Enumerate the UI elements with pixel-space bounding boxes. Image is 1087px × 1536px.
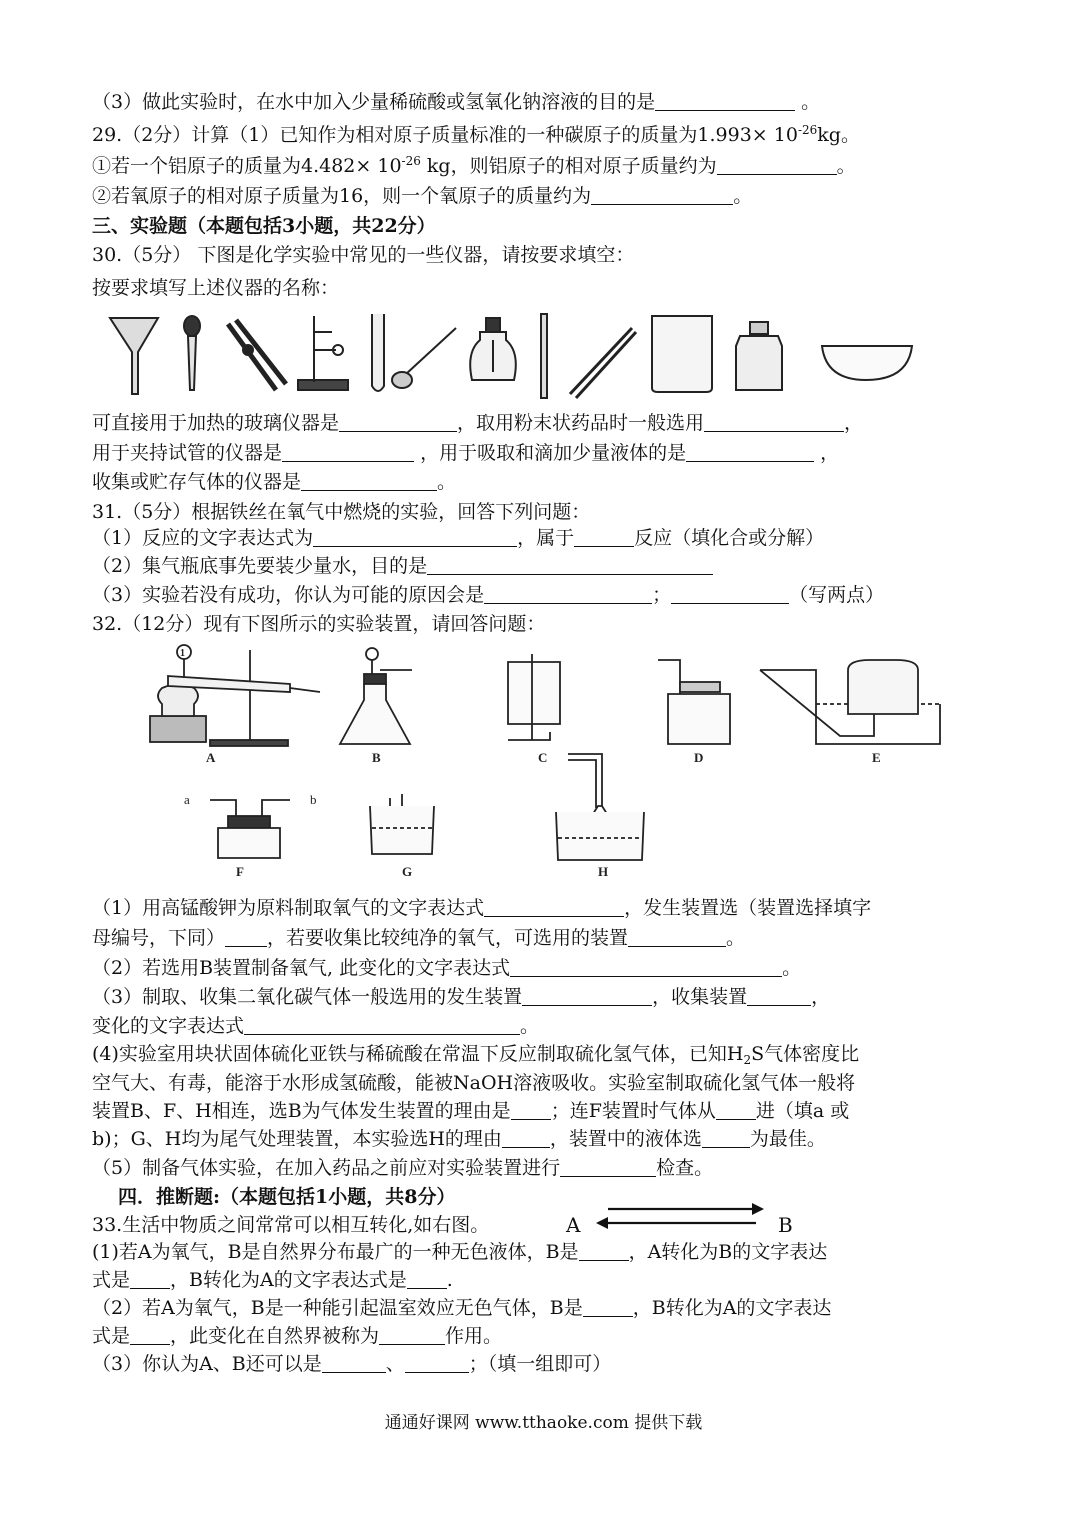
answer-blank[interactable] — [225, 928, 267, 947]
page-footer: 通通好课网 www.tthaoke.com 提供下载 — [384, 1413, 703, 1433]
answer-blank[interactable] — [511, 1101, 551, 1120]
answer-blank[interactable] — [427, 556, 713, 575]
dropper-icon — [184, 316, 200, 390]
medicine-spoon-icon — [392, 328, 456, 388]
answer-blank[interactable] — [407, 1270, 447, 1289]
label-h: H — [598, 864, 609, 879]
q33-sub1-cont: 式是 ，B转化为A的文字表达式是 . — [92, 1269, 453, 1291]
q33-sub3: （3）你认为A、B还可以是 、 ；（填一组即可） — [92, 1353, 612, 1375]
apparatus-strip — [100, 310, 930, 400]
answer-blank[interactable] — [484, 898, 624, 917]
alcohol-lamp-icon — [470, 318, 516, 380]
answer-blank[interactable] — [560, 1158, 656, 1177]
answer-blank[interactable] — [628, 928, 726, 947]
q31-sub3: （3）实验若没有成功，你认为可能的原因会是 ； （写两点） — [92, 584, 885, 606]
answer-blank[interactable] — [716, 1101, 756, 1120]
answer-blank[interactable] — [747, 987, 811, 1006]
q30-head: 30.（5分） 下图是化学实验中常见的一些仪器，请按要求填空： — [92, 244, 635, 266]
apparatus-e — [760, 660, 940, 744]
q33-head: 33.生活中物质之间常常可以相互转化,如右图。 — [92, 1214, 490, 1236]
answer-blank[interactable] — [322, 1354, 386, 1373]
beaker-icon — [652, 316, 712, 392]
q28-sub3: （3）做此实验时，在水中加入少量稀硫酸或氢氧化钠溶液的目的是 。 — [92, 91, 821, 113]
answer-blank[interactable] — [579, 1242, 629, 1261]
glass-rod-icon — [541, 314, 547, 398]
test-tube-holder-icon — [570, 328, 636, 398]
q30-line2: 用于夹持试管的仪器是 ，用于吸取和滴加少量液体的是 ， — [92, 442, 840, 464]
apparatus-f — [184, 792, 317, 858]
apparatus-c — [508, 654, 560, 740]
q30-line3: 收集或贮存气体的仪器是 。 — [92, 471, 457, 493]
apparatus-diagram — [140, 640, 950, 890]
label-d: D — [694, 750, 704, 765]
answer-blank[interactable] — [671, 585, 789, 604]
port-b-label: b — [310, 792, 317, 807]
apparatus-h — [556, 754, 644, 860]
q31-head: 31.（5分）根据铁丝在氧气中燃烧的实验，回答下列问题： — [92, 501, 591, 523]
label-circle-1: 1 — [180, 648, 185, 659]
label-c: C — [538, 750, 548, 765]
section-3-title: 三、实验题（本题包括3小题，共22分） — [92, 215, 436, 237]
apparatus-g — [370, 794, 434, 854]
q32-sub1: （1）用高锰酸钾为原料制取氧气的文字表达式 ，发生装置选（装置选择填字 — [92, 897, 872, 919]
q32-sub5: （5）制备气体实验，在加入药品之前应对实验装置进行 检查。 — [92, 1157, 714, 1179]
q29-sub2: ②若氧原子的相对原子质量为16，则一个氧原子的质量约为 。 — [92, 185, 753, 207]
label-e: E — [872, 750, 881, 765]
q30-line1: 可直接用于加热的玻璃仪器是 ，取用粉末状药品时一般选用 ， — [92, 412, 864, 434]
answer-blank[interactable] — [522, 987, 652, 1006]
answer-blank[interactable] — [574, 528, 634, 547]
answer-blank[interactable] — [583, 1298, 633, 1317]
q30-instruction: 按要求填写上述仪器的名称： — [92, 277, 340, 299]
answer-blank[interactable] — [313, 528, 517, 547]
q33-sub2: （2）若A为氧气，B是一种能引起温室效应无色气体，B是 ，B转化为A的文字表达 — [92, 1297, 832, 1319]
evaporating-dish-icon — [822, 346, 912, 380]
answer-blank[interactable] — [704, 413, 844, 432]
answer-blank[interactable] — [510, 958, 782, 977]
answer-blank[interactable] — [379, 1326, 445, 1345]
answer-blank[interactable] — [655, 92, 795, 111]
conversion-arrows — [592, 1200, 772, 1234]
answer-blank[interactable] — [130, 1270, 170, 1289]
q32-sub3-cont: 变化的文字表达式 。 — [92, 1015, 540, 1037]
q32-sub2: （2）若选用B装置制备氧气, 此变化的文字表达式 。 — [92, 957, 802, 979]
node-b: B — [778, 1213, 793, 1237]
crucible-tongs-icon — [228, 320, 286, 390]
q31-sub2: （2）集气瓶底事先要装少量水，目的是 — [92, 554, 713, 578]
gas-jar-icon — [736, 322, 782, 390]
q29-sub1: ①若一个铝原子的质量为$4.482\times 10^{-26}$ kg，则铝原子的相对原子质量约为 。 — [92, 154, 856, 177]
node-a: A — [566, 1213, 581, 1237]
label-g: G — [402, 864, 413, 879]
q32-sub3: （3）制取、收集二氧化碳气体一般选用的发生装置 ，收集装置 ， — [92, 986, 831, 1008]
answer-blank[interactable] — [130, 1326, 170, 1345]
port-a-label: a — [184, 792, 190, 807]
label-a: A — [206, 750, 216, 765]
answer-blank[interactable] — [702, 1129, 750, 1148]
q32-head: 32.（12分）现有下图所示的实验装置，请回答问题： — [92, 613, 546, 635]
q31-sub1: （1）反应的文字表达式为 ，属于 反应（填化合或分解） — [92, 527, 825, 549]
answer-blank[interactable] — [717, 156, 837, 175]
apparatus-d — [658, 660, 730, 744]
funnel-icon — [110, 318, 158, 394]
answer-blank[interactable] — [339, 413, 457, 432]
label-b: B — [372, 750, 381, 765]
q29-head: 29.（2分）计算（1）已知作为相对原子质量标准的一种碳原子的质量为$1.993\times 10^{-26}kg$。 — [92, 123, 860, 146]
test-tube-icon — [372, 314, 384, 391]
answer-blank[interactable] — [282, 443, 414, 462]
answer-blank[interactable] — [484, 585, 652, 604]
answer-blank[interactable] — [591, 186, 733, 205]
q32-sub4-line3: 装置B、F、H相连，选B为气体发生装置的理由是 ；连F装置时气体从 进（填a 或 — [92, 1100, 850, 1122]
answer-blank[interactable] — [244, 1016, 520, 1035]
iron-stand-icon — [298, 316, 348, 390]
q32-sub4-line1: (4)实验室用块状固体硫化亚铁与稀硫酸在常温下反应制取硫化氢气体，已知$H_2S$气体密度比 — [92, 1043, 860, 1067]
q32-sub4-line2: 空气大、有毒，能溶于水形成氢硫酸，能被NaOH溶液吸收。实验室制取硫化氢气体一般将 — [92, 1072, 856, 1094]
q33-sub1: (1)若A为氧气，B是自然界分布最广的一种无色液体，B是 ，A转化为B的文字表达 — [92, 1241, 828, 1263]
q32-sub1-cont: 母编号，下同） ，若要收集比较纯净的氧气，可选用的装置 。 — [92, 927, 746, 949]
label-f: F — [236, 864, 244, 879]
q33-sub2-cont: 式是 ，此变化在自然界被称为 作用。 — [92, 1325, 503, 1347]
apparatus-b — [340, 648, 412, 744]
answer-blank[interactable] — [502, 1129, 550, 1148]
section-4-title: 四．推断题:（本题包括1小题，共8分） — [118, 1186, 456, 1208]
q32-sub4-line4: b)；G、H均为尾气处理装置，本实验选H的理由 ，装置中的液体选 为最佳。 — [92, 1128, 826, 1150]
answer-blank[interactable] — [686, 443, 814, 462]
answer-blank[interactable] — [301, 472, 437, 491]
answer-blank[interactable] — [405, 1354, 469, 1373]
apparatus-a — [150, 645, 320, 746]
